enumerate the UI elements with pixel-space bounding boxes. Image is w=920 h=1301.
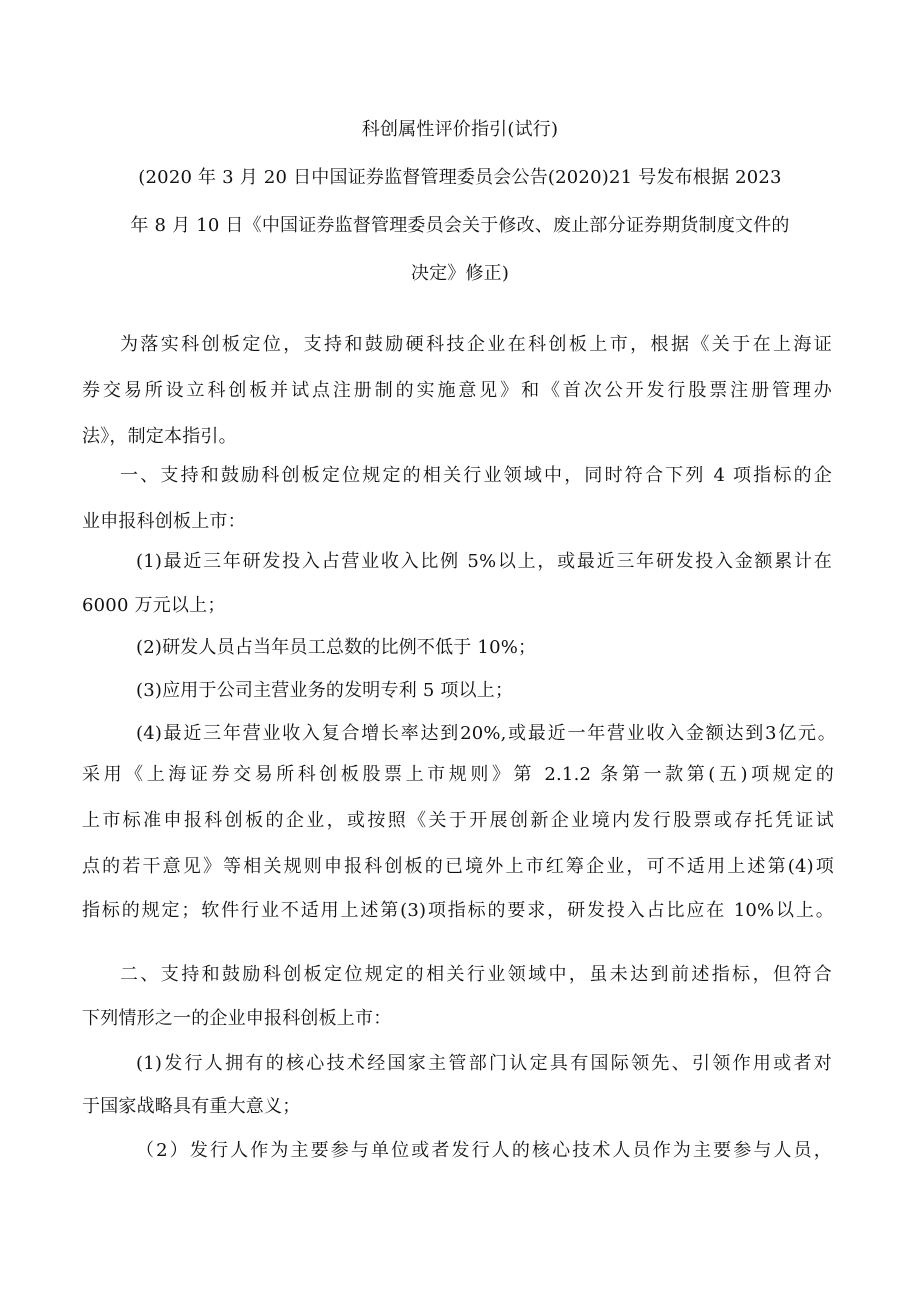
section1-note-line-1: 采用《上海证券交易所科创板股票上市规则》第 2.1.2 条第一款第(五)项规定的: [82, 764, 834, 785]
intro-line-3: 法》，制定本指引。: [82, 426, 237, 447]
section1-item-1-line-1: (1)最近三年研发投入占营业收入比例 5%以上，或最近三年研发投入金额累计在: [136, 551, 832, 572]
section1-item-1-line-2: 6000 万元以上；: [82, 595, 226, 616]
section2-heading-line-1: 二、支持和鼓励科创板定位规定的相关行业领域中，虽未达到前述指标，但符合: [120, 964, 832, 985]
section1-heading-line-2: 业申报科创板上市：: [82, 511, 246, 532]
section1-item-4: (4)最近三年营业收入复合增长率达到20%,或最近一年营业收入金额达到3亿元。: [136, 723, 836, 744]
subtitle-line-3: 决定》修正): [410, 263, 510, 284]
section1-note-line-3: 点的若干意见》等相关规则申报科创板的已境外上市红筹企业，可不适用上述第(4)项: [82, 856, 834, 877]
subtitle-line-2: 年 8 月 10 日《中国证券监督管理委员会关于修改、废止部分证券期货制度文件的: [130, 215, 790, 236]
section2-item-1-line-1: (1)发行人拥有的核心技术经国家主管部门认定具有国际领先、引领作用或者对: [136, 1053, 832, 1074]
section2-item-2-line-1: （2）发行人作为主要参与单位或者发行人的核心技术人员作为主要参与人员，: [136, 1140, 832, 1161]
section1-note-line-2: 上市标准申报科创板的企业，或按照《关于开展创新企业境内发行股票或存托凭证试: [82, 810, 834, 831]
section2-item-1-line-2: 于国家战略具有重大意义；: [82, 1096, 301, 1117]
section2-heading-line-2: 下列情形之一的企业申报科创板上市：: [82, 1008, 392, 1029]
section1-item-3: (3)应用于公司主营业务的发明专利 5 项以上；: [136, 680, 514, 701]
section1-note-line-4: 指标的规定；软件行业不适用上述第(3)项指标的要求，研发投入占比应在 10%以上。: [82, 900, 834, 921]
intro-line-2: 券交易所设立科创板并试点注册制的实施意见》和《首次公开发行股票注册管理办: [82, 380, 832, 401]
section1-heading-line-1: 一、支持和鼓励科创板定位规定的相关行业领域中，同时符合下列 4 项指标的企: [120, 465, 832, 486]
document-title: 科创属性评价指引(试行): [361, 119, 559, 140]
subtitle-line-1: (2020 年 3 月 20 日中国证券监督管理委员会公告(2020)21 号发布根据 2023: [138, 167, 782, 188]
intro-line-1: 为落实科创板定位，支持和鼓励硬科技企业在科创板上市，根据《关于在上海证: [120, 334, 832, 355]
section1-item-2: (2)研发人员占当年员工总数的比例不低于 10%；: [136, 637, 537, 658]
